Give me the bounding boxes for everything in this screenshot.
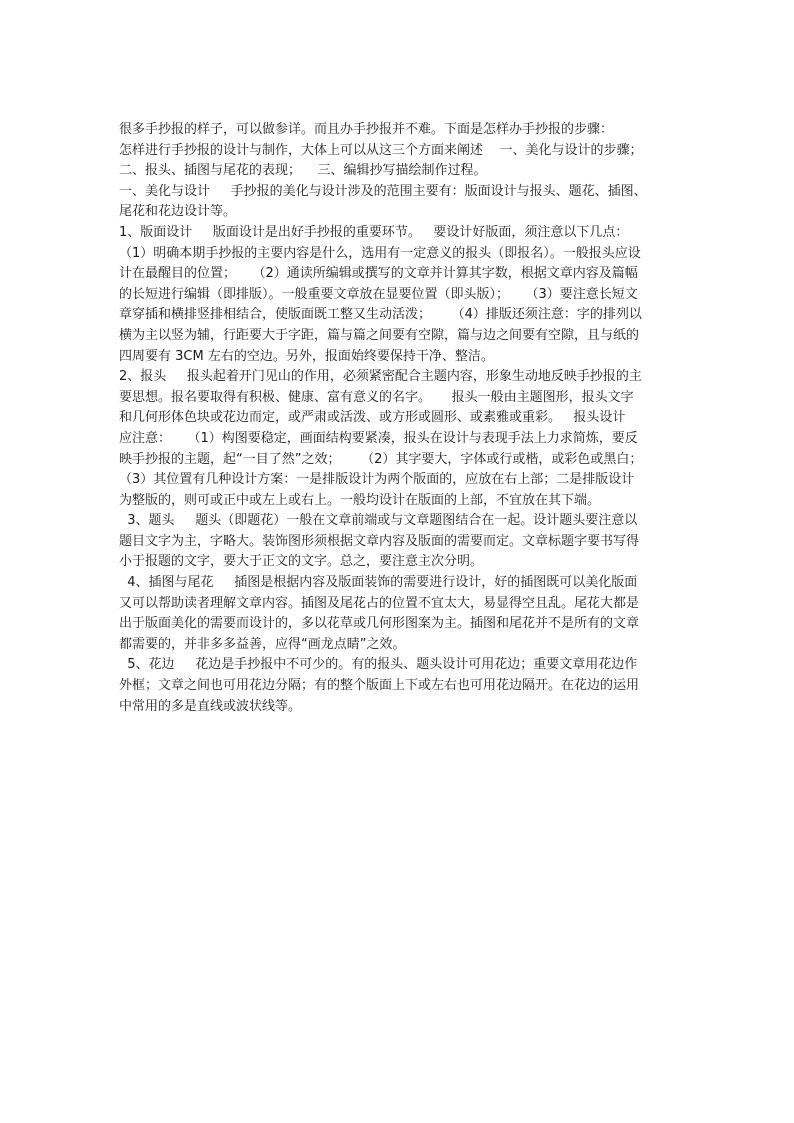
text-line: 出于版面美化的需要而设计的，多以花草或几何形图案为主。插图和尾花并不是所有的文章 <box>119 616 640 632</box>
text-line: 应注意： （1）构图要稳定，画面结构要紧凑，报头在设计与表现手法上力求简炼，要反 <box>119 430 638 446</box>
section-heading-line: 3、题头 题头（即题花）一般在文章前端或与文章题图结合在一起。设计题头要注意以 <box>119 513 638 529</box>
section-heading-line: 4、插图与尾花 插图是根据内容及版面装饰的需要进行设计，好的插图既可以美化版面 <box>119 575 638 591</box>
text-line: （1）明确本期手抄报的主要内容是什么，选用有一定意义的报头（即报名）。一般报头应设 <box>119 245 641 261</box>
text-line: 题目文字为主，字略大。装饰图形须根据文章内容及版面的需要而定。文章标题字要书写得 <box>119 533 640 549</box>
document-body <box>119 120 675 717</box>
text-line: 怎样进行手抄报的设计与制作，大体上可以从这三个方面来阐述 一、美化与设计的步骤； <box>119 142 643 158</box>
text-line: 和几何形体色块或花边而定，或严肃或活泼、或方形或圆形、或素雅或重彩。 报头设计 <box>119 410 626 426</box>
section-heading-line: 2、报头 报头起着开门见山的作用，必须紧密配合主题内容，形象生动地反映手抄报的主 <box>119 369 642 385</box>
text-line: 要思想。报名要取得有积极、健康、富有意义的名字。 报头一般由主题图形，报头文字 <box>119 389 634 405</box>
section-heading-line: 一、美化与设计 手抄报的美化与设计涉及的范围主要有：版面设计与报头、题花、插图、 <box>119 183 647 199</box>
text-line: 二、报头、插图与尾花的表现； 三、编辑抄写描绘制作过程。 <box>119 163 487 179</box>
text-line: 章穿插和横排竖排相结合，使版面既工整又生动活泼； （4）排版还须注意：字的排列以 <box>119 307 642 323</box>
text-line: 外框；文章之间也可用花边分隔；有的整个版面上下或左右也可用花边隔开。在花边的运用 <box>119 678 640 694</box>
text-line: （3）其位置有几种设计方案：一是排版设计为两个版面的，应放在右上部；二是排版设计 <box>119 472 635 488</box>
section-heading-line: 1、版面设计 版面设计是出好手抄报的重要环节。 要设计好版面，须注意以下几点： <box>119 224 629 240</box>
text-line: 小于报题的文字，要大于正文的文字。总之，要注意主次分明。 <box>119 554 484 570</box>
text-line: 很多手抄报的样子，可以做参详。而且办手抄报并不难。下面是怎样办手抄报的步骤： <box>119 122 614 137</box>
section-heading-line: 5、花边 花边是手抄报中不可少的。有的报头、题头设计可用花边；重要文章用花边作 <box>119 657 638 673</box>
text-line: 又可以帮助读者理解文章内容。插图及尾花占的位置不宜太大，易显得空且乱。尾花大都是 <box>119 595 640 611</box>
text-line: 横为主以竖为辅，行距要大于字距，篇与篇之间要有空隙，篇与边之间要有空隙，且与纸的 <box>119 327 640 343</box>
text-line: 四周要有 3CM 左右的空边。另外，报面始终要保持干净、整洁。 <box>119 348 494 364</box>
text-line: 都需要的，并非多多益善，应得“画龙点睛”之效。 <box>119 636 406 652</box>
text-line: 计在最醒目的位置； （2）通读所编辑或撰写的文章并计算其字数，根据文章内容及篇幅 <box>119 266 638 282</box>
text-line: 的长短进行编辑（即排版）。一般重要文章放在显要位置（即头版）； （3）要注意长短文 <box>119 286 638 302</box>
text-line: 尾花和花边设计等。 <box>119 204 237 220</box>
text-line: 为整版的，则可或正中或左上或右上。一般均设计在版面的上部，不宜放在其下端。 <box>119 492 601 508</box>
text-line: 中常用的多是直线或波状线等。 <box>119 698 302 714</box>
text-line: 映手抄报的主题，起“一目了然”之效； （2）其字要大，字体或行或楷，或彩色或黑白； <box>119 451 643 467</box>
